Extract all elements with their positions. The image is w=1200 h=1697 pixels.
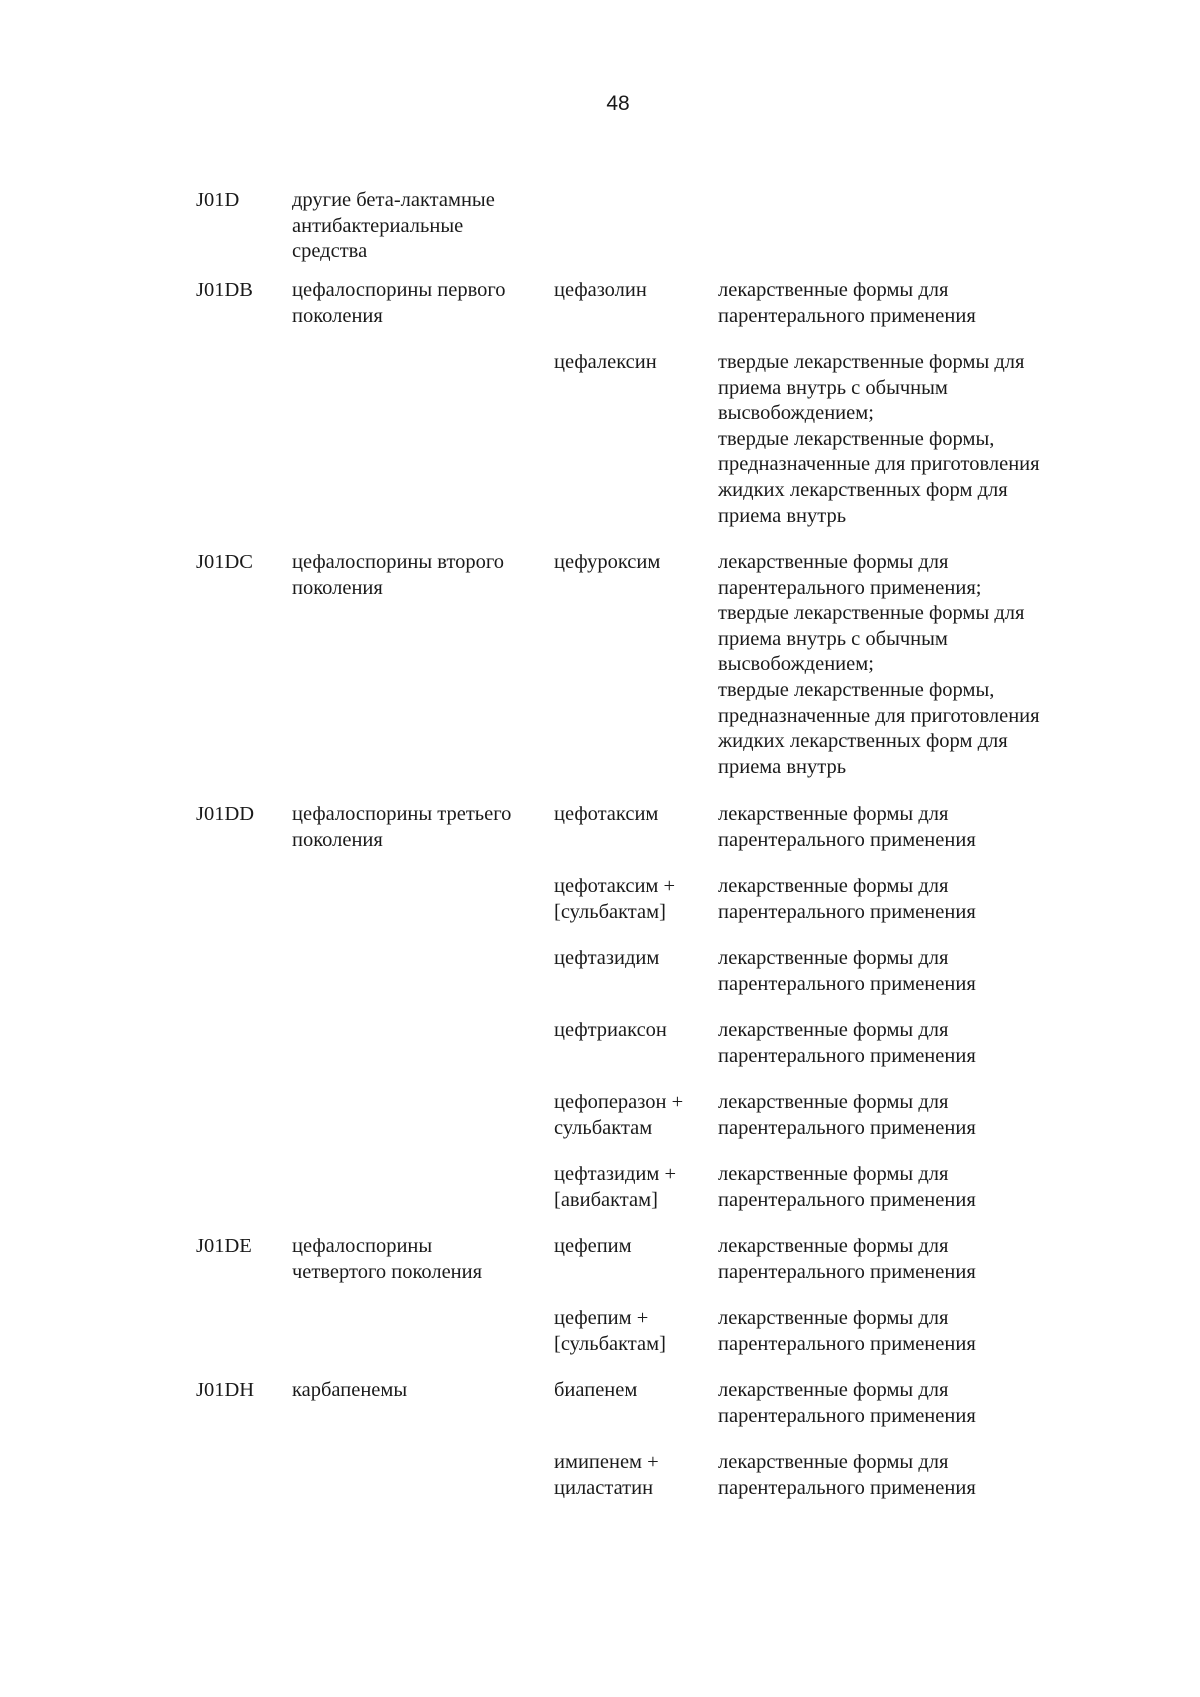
dosage-form: лекарственные формы для парентерального применения (718, 1307, 976, 1355)
dosage-form: лекарственные формы для парентерального применения (718, 1451, 976, 1499)
drug-name: имипенем + циластатин (554, 1451, 659, 1499)
table-row (0, 278, 1200, 350)
table-row (0, 1378, 1200, 1450)
group-name: цефалоспорины первого поколения (292, 279, 506, 327)
table-row (0, 802, 1200, 874)
table-row (0, 550, 1200, 802)
atc-code: J01DH (196, 1379, 255, 1401)
table-row (0, 874, 1200, 946)
drug-name: цефазолин (554, 279, 647, 301)
drug-name: цефепим + [сульбактам] (554, 1307, 666, 1355)
atc-code: J01DB (196, 279, 253, 301)
table-row (0, 188, 1200, 278)
dosage-form: лекарственные формы для парентерального применения (718, 875, 976, 923)
atc-code: J01D (196, 189, 240, 211)
dosage-form: лекарственные формы для парентерального применения (718, 279, 976, 327)
drug-name: цефтриаксон (554, 1019, 667, 1041)
table-row (0, 1018, 1200, 1090)
group-name: другие бета-лактамные антибактериальные средства (292, 189, 495, 263)
table-row (0, 1306, 1200, 1378)
page-number: 48 (606, 92, 630, 115)
drug-name: цефоперазон + сульбактам (554, 1091, 684, 1139)
group-name: цефалоспорины третьего поколения (292, 803, 512, 851)
table-row (0, 946, 1200, 1018)
table-row (0, 350, 1200, 550)
dosage-form: лекарственные формы для парентерального применения (718, 1163, 976, 1211)
drug-name: биапенем (554, 1379, 638, 1401)
drug-name: цефуроксим (554, 551, 661, 573)
table-row (0, 1234, 1200, 1306)
dosage-form: твердые лекарственные формы для приема внутрь с обычным высвобождением; твердые лекарственные формы, предназначенные для приготовления жидких лекарственных форм для приема внутрь (718, 351, 1040, 527)
table-row (0, 1162, 1200, 1234)
atc-code: J01DD (196, 803, 255, 825)
drug-name: цефотаксим (554, 803, 659, 825)
drug-name: цефтазидим (554, 947, 660, 969)
dosage-form: лекарственные формы для парентерального применения; твердые лекарственные формы для приема внутрь с обычным высвобождением; твердые лекарственные формы, предназначенные для приготовления жидких лекарственных форм для приема внутрь (718, 551, 1040, 778)
group-name: цефалоспорины четвертого поколения (292, 1235, 483, 1283)
group-name: цефалоспорины второго поколения (292, 551, 505, 599)
dosage-form: лекарственные формы для парентерального применения (718, 803, 976, 851)
drug-name: цефепим (554, 1235, 632, 1257)
table-row (0, 1450, 1200, 1522)
dosage-form: лекарственные формы для парентерального применения (718, 1019, 976, 1067)
atc-code: J01DE (196, 1235, 252, 1257)
dosage-form: лекарственные формы для парентерального применения (718, 1235, 976, 1283)
dosage-form: лекарственные формы для парентерального применения (718, 1379, 976, 1427)
drug-name: цефотаксим + [сульбактам] (554, 875, 676, 923)
table-row (0, 1090, 1200, 1162)
group-name: карбапенемы (292, 1379, 408, 1401)
dosage-form: лекарственные формы для парентерального применения (718, 1091, 976, 1139)
drug-table (0, 188, 1200, 1522)
drug-name: цефтазидим + [авибактам] (554, 1163, 677, 1211)
dosage-form: лекарственные формы для парентерального применения (718, 947, 976, 995)
drug-name: цефалексин (554, 351, 657, 373)
atc-code: J01DC (196, 551, 253, 573)
